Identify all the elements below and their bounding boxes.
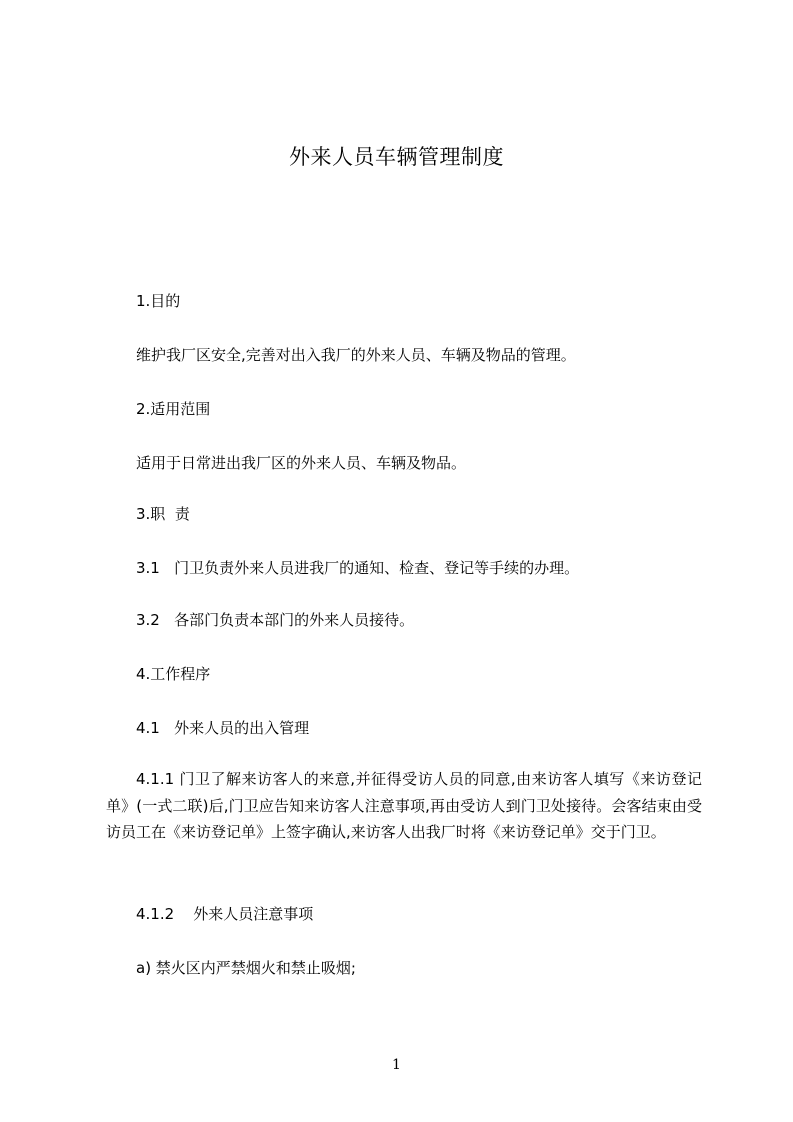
section-3-heading: 3.职 责 (136, 505, 190, 523)
paragraph-4-1-1: 4.1.1 门卫了解来访客人的来意,并征得受访人员的同意,由来访客人填写《来访登记单》(一式二联)后,门卫应告知来访客人注意事项,再由受访人到门卫处接待。会客结束由受访员工在《来访登记单》上签字确认,来访客人出我厂时将《来访登记单》交于门卫。 (106, 770, 702, 841)
section-2-heading: 2.适用范围 (136, 400, 211, 418)
section-1-heading: 1.目的 (136, 292, 181, 310)
item-4-1-2: 4.1.2 外来人员注意事项 (136, 905, 314, 923)
section-4-heading: 4.工作程序 (136, 665, 211, 683)
document-title: 外来人员车辆管理制度 (289, 145, 504, 169)
section-2-text: 适用于日常进出我厂区的外来人员、车辆及物品。 (136, 454, 467, 472)
section-1-text: 维护我厂区安全,完善对出入我厂的外来人员、车辆及物品的管理。 (136, 346, 576, 364)
item-3-2: 3.2 各部门负责本部门的外来人员接待。 (136, 611, 415, 629)
page-number: 1 (392, 1057, 401, 1073)
subsection-4-1-heading: 4.1 外来人员的出入管理 (136, 719, 310, 737)
item-3-1: 3.1 门卫负责外来人员进我厂的通知、检查、登记等手续的办理。 (136, 559, 580, 577)
item-a: a) 禁火区内严禁烟火和禁止吸烟; (136, 959, 356, 977)
